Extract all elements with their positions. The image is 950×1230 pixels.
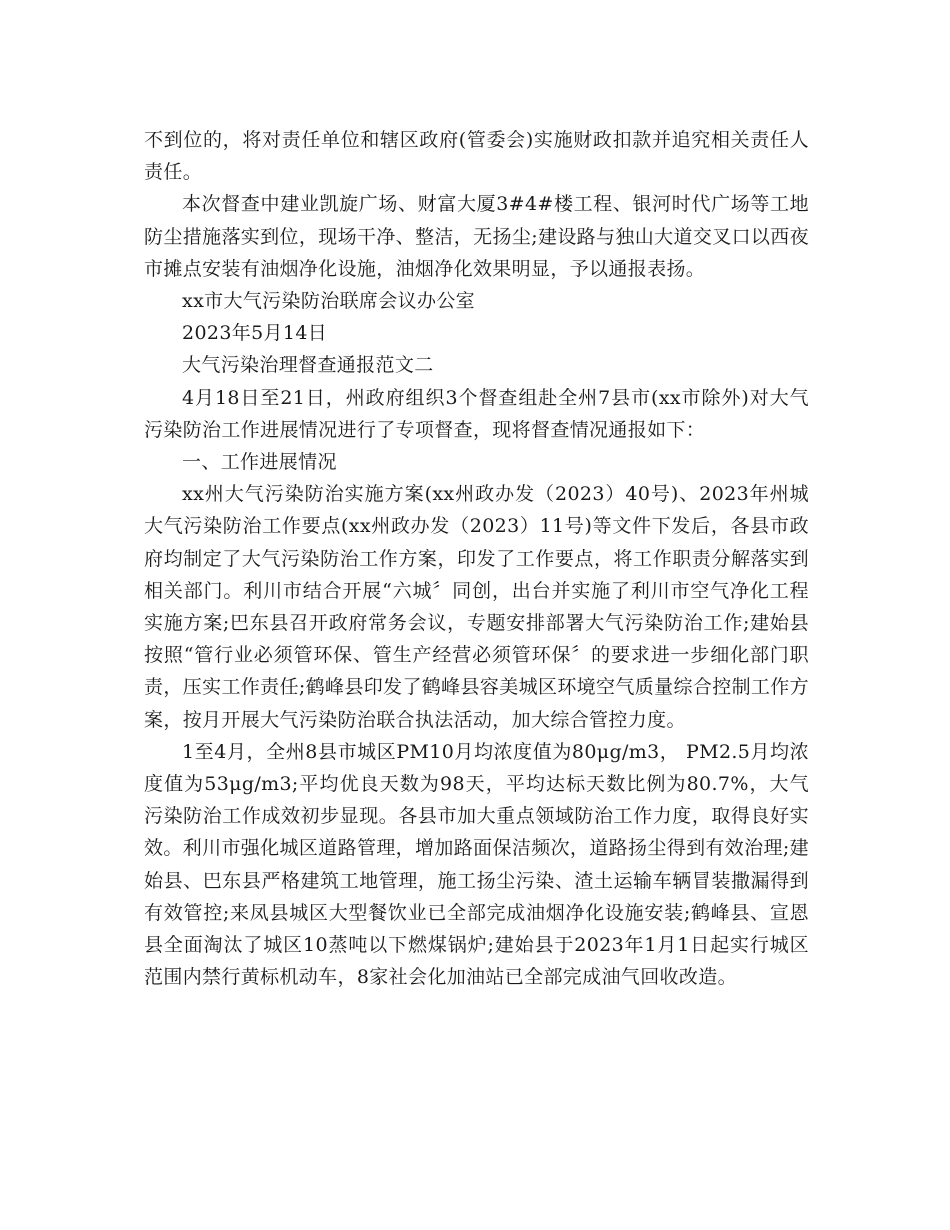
paragraph-continuation: 不到位的，将对责任单位和辖区政府(管委会)实施财政扣款并追究相关责任人责任。 — [144, 129, 809, 184]
paragraph-plans: xx州大气污染防治实施方案(xx州政办发（2023）40号)、2023年州城大气污染防治工作要点(xx州政办发（2023）11号)等文件下发后，各县市政府均制定了大气污染防治工作方案，印发了工作要点，将工作职责分解落实到相关部门。利川市结合开展“六城〞同创，出台并实施了利川市空气净化工程实施方案;巴东县召开政府常务会议，专题安排部署大气污染防治工作;建始县按照“管行业必须管环保、管生产经营必须管环保〞的要求进一步细化部门职责，压实工作责任;鹤峰县印发了鹤峰县容美城区环境空气质量综合控制工作方案，按月开展大气污染防治联合执法活动，加大综合管控力度。 — [144, 483, 809, 731]
section-title: 大气污染治理督查通报范文二 — [182, 354, 434, 377]
section-heading-progress: 一、工作进展情况 — [182, 451, 337, 474]
signature-office: xx市大气污染防治联席会议办公室 — [182, 290, 476, 313]
paragraph-results: 1至4月，全州8县市城区PM10月均浓度值为80μg/m3， PM2.5月均浓度值为53μg/m3;平均优良天数为98天，平均达标天数比例为80.7%，大气污染防治工作成效初步显现。各县市加大重点领域防治工作力度，取得良好实效。利川市强化城区道路管理，增加路面保洁频次，道路扬尘得到有效治理;建始县、巴东县严格建筑工地管理，施工扬尘污染、渣土运输车辆冒装撒漏得到有效管控;来凤县城区大型餐饮业已全部完成油烟净化设施安装;鹤峰县、宣恩县全面淘汰了城区10蒸吨以下燃煤锅炉;建始县于2023年1月1日起实行城区范围内禁行黄标机动车，8家社会化加油站已全部完成油气回收改造。 — [144, 740, 809, 989]
paragraph-intro: 4月18日至21日，州政府组织3个督查组赴全州7县市(xx市除外)对大气污染防治工作进展情况进行了专项督查，现将督查情况通报如下： — [144, 386, 809, 441]
signature-date: 2023年5月14日 — [182, 322, 328, 345]
document-body — [144, 124, 809, 993]
paragraph-praise: 本次督查中建业凯旋广场、财富大厦3#4#楼工程、银河时代广场等工地防尘措施落实到位，现场干净、整洁，无扬尘;建设路与独山大道交叉口以西夜市摊点安装有油烟净化设施，油烟净化效果明显，予以通报表扬。 — [144, 193, 809, 280]
